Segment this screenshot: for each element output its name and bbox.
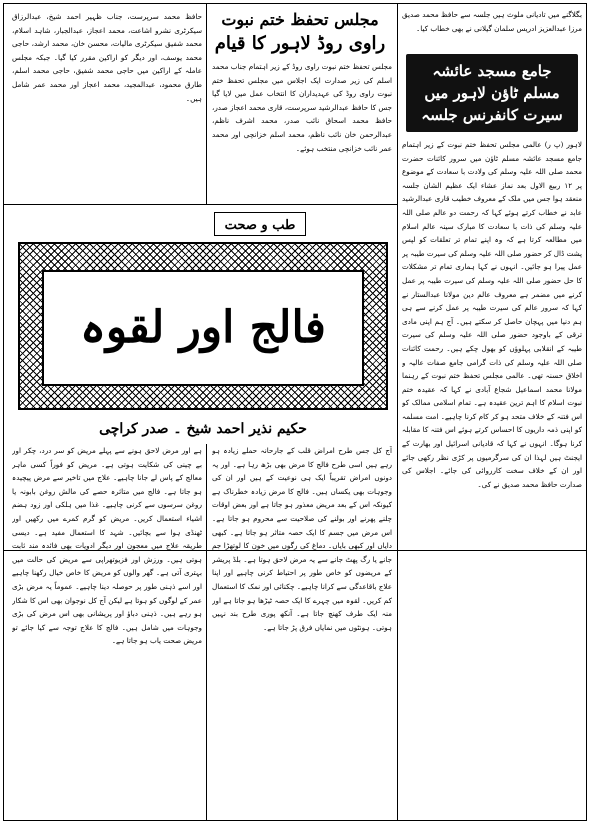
headline-ravi-road: راوی روڈ لاہور کا قیام [214,33,386,54]
column-divider [397,4,398,550]
health-tag-label: طب و صحت [224,218,296,233]
health-byline: حکیم نذیر احمد شیخ ۔ صدر کراچی [99,421,307,437]
bottom-middle-article: آج کل جس طرح امراض قلب کے جارحانہ حملے زیادہ ہو رہے ہیں اسی طرح فالج کا مرض بھی بڑھ رہا ہے۔ اور یہ دونوں امراض تقریباً ایک ہی نوعیت کے ہیں اور ان کی وجوہات بھی یکساں ہیں۔ فالج کا مرض زیادہ خطرناک ہے کیونکہ اس کے بعد مریض معذور ہو جاتا ہے اور بعض اوقات چلنے پھرنے اور بولنے کی صلاحیت سے محروم ہو جاتا ہے۔ اس مرض میں جسم کا ایک حصہ متاثر ہو جاتا ہے۔ کبھی دایاں اور کبھی بایاں۔ دماغ کی رگوں میں خون کا لوتھڑا جم جانے یا رگ پھٹ جانے سے یہ مرض لاحق ہوتا ہے۔ بلڈ پریشر کے مریضوں کو خاص طور پر احتیاط کرنی چاہیے اور اپنا علاج باقاعدگی سے کرانا چاہیے۔ چکنائی اور نمک کا استعمال کم کریں۔ لقوہ میں چہرے کا ایک حصہ ٹیڑھا ہو جاتا ہے اور منہ ایک طرف کھنچ جاتا ہے۔ آنکھ پوری طرح بند نہیں ہوتی۔ ہونٹوں میں نمایاں فرق پڑ جاتا ہے۔ [212,446,392,632]
section-divider [4,204,397,205]
headline-majlis: مجلس تحفظ ختم نبوت [221,10,379,29]
newspaper-page [3,3,587,821]
bottom-left-article: ہے اور مرض لاحق ہونے سے پہلے مریض کو سر درد، چکر اور بے چینی کی شکایت ہوتی ہے۔ مریض کو فوراً کسی ماہر معالج کے پاس لے جانا چاہیے۔ علاج میں تاخیر سے مرض پیچیدہ ہو جاتا ہے۔ فالج میں متاثرہ حصے کی مالش روغن بابونہ یا روغن سرسوں سے کرنی چاہیے۔ غذا میں ہلکی اور زود ہضم اشیاء استعمال کریں۔ مریض کو گرم کمرے میں رکھیں اور ٹھنڈی ہوا سے بچائیں۔ شہد کا استعمال مفید ہے۔ دیسی طریقہ علاج میں معجون اور دیگر ادویات بھی فائدہ مند ثابت ہوتی ہیں۔ ورزش اور فزیوتھراپی سے مریض کی حالت میں بہتری آتی ہے۔ گھر والوں کو مریض کا خاص خیال رکھنا چاہیے اور اسے ذہنی طور پر حوصلہ دینا چاہیے۔ عموماً یہ مرض بڑی عمر کے لوگوں کو ہوتا ہے لیکن آج کل نوجوان بھی اس کا شکار ہو رہے ہیں۔ ذہنی دباؤ اور پریشانی بھی اس مرض کی بڑی وجوہات میں شامل ہیں۔ فالج کا علاج توجہ سے کیا جائے تو مریض صحت یاب ہو جاتا ہے۔ [12,446,202,646]
top-right-intro: بگلاگنے میں تادیانی ملوث ہیں جلسہ سے حافظ محمد صدیق مرزا عبدالعزیز ادریس سلمان گیلانی نے بھی خطاب کیا۔ [402,10,582,33]
column-divider [206,4,207,204]
health-tag [214,212,306,236]
sirat-conference-title: جامع مسجد عائشہ مسلم ٹاؤن لاہور میں سیرت کانفرنس جلسہ [421,62,563,124]
top-right-article: لاہور (پ ر) عالمی مجلس تحفظ ختم نبوت کے زیر اہتمام جامع مسجد عائشہ مسلم ٹاؤن میں سرور کائنات حضرت محمد صلی اللہ علیہ وسلم کی ولادت با سعادت کے موضوع پر ۱۲ ربیع الاول بعد نماز عشاء ایک عظیم الشان جلسہ منعقد ہوا جس میں ملک کے معروف خطیب قاری عبدالرشید عابد نے خطاب کرتے ہوئے کہا کہ رحمت دو عالم صلی اللہ علیہ وسلم کی ذات با سعادت کا مبارک سینہ عالم اسلام میں مطالعہ کرتا ہے کہ وہ اپنے تمام تر تعلقات کو لپس پشت ڈال کر حضور صلی اللہ علیہ وسلم کی سیرت طیبہ پر عمل پیرا ہو جائیں۔ انہوں نے کہا ہماری تمام تر مشکلات کا حل حضور صلی اللہ علیہ وسلم کی سیرت طیبہ پر عمل کرنے میں مضمر ہے معروف عالم دین مولانا عبدالستار نے کہا کہ سرور عالم کی سیرت طیبہ پر عمل کرنے سے ہی ہم دنیا میں پہچان حاصل کر سکتے ہیں۔ آج ہم اپنی مادی ترقی کے باوجود حضور صلی اللہ علیہ وسلم کی سیرت طیبہ کے انقلابی پہلوؤں کو بھول چکے ہیں۔ رحمت کائنات صلی اللہ علیہ وسلم کی ذات گرامی جامع صفات عالیہ و اخلاق حسنہ تھی۔ عالمی مجلس تحفظ ختم نبوت کے رہنما مولانا محمد اسماعیل شجاع آبادی نے کہا کہ عقیدہ ختم نبوت اسلام کا اہم ترین عقیدہ ہے۔ تمام اسلامی ممالک کو اس فتنہ کے خلاف متحد ہو کر کام کرنا چاہیے۔ امت مسلمہ کو اپنی ذمہ داریوں کا احساس کرتے ہوئے اس فتنہ کا مقابلہ کرنا ہوگا۔ انہوں نے کہا کہ قادیانی اسرائیل اور بھارت کے ایجنٹ ہیں لہذا ان کی سرگرمیوں پر کڑی نظر رکھی جائے اور ان کے خلاف سخت کارروائی کی جائے۔ اجلاس کی صدارت حافظ محمد صدیق نے کی۔ [402,140,582,489]
health-title-panel [42,270,364,386]
sirat-conference-banner [406,54,578,132]
health-title: فالج اور لقوہ [80,302,326,353]
top-left-article: حافظ محمد سرپرست، جناب ظہیر احمد شیخ، عبدالرزاق سیکرٹری نشرو اشاعت، محمد اعجاز، عبدالجبار، شاہد اسلام، محمد شفیق سیکرٹری مالیات، محسن خان، محمد ارشد، حاجی محمد یوسف، اور دیگر کو اراکین مقرر کیا گیا۔ جبکہ مجلس عاملہ کے اراکین میں حاجی محمد شفیق، حاجی محمد اسلم، طارق محمود، عبدالمجید، محمد اعجاز اور محمد عمر شامل ہیں۔ [12,12,202,103]
column-divider [206,444,207,820]
column-divider [397,550,398,820]
health-title-frame [18,242,388,410]
top-middle-article: مجلس تحفظ ختم نبوت راوی روڈ کے زیر اہتمام جناب محمد اسلم کی زیر صدارت ایک اجلاس میں مجلس تحفظ ختم نبوت راوی روڈ کی عہدیداران کا انتخاب عمل میں لایا گیا جس کا حافظ عبدالرشید سرپرست، قاری محمد اعجاز صدر، حافظ محمد اسحاق نائب صدر، محمد اشرف ناظم، عبدالرحمن خان نائب ناظم، محمد اسلم خزانچی اور محمد عمر نائب خزانچی منتخب ہوئے۔ [212,62,392,153]
